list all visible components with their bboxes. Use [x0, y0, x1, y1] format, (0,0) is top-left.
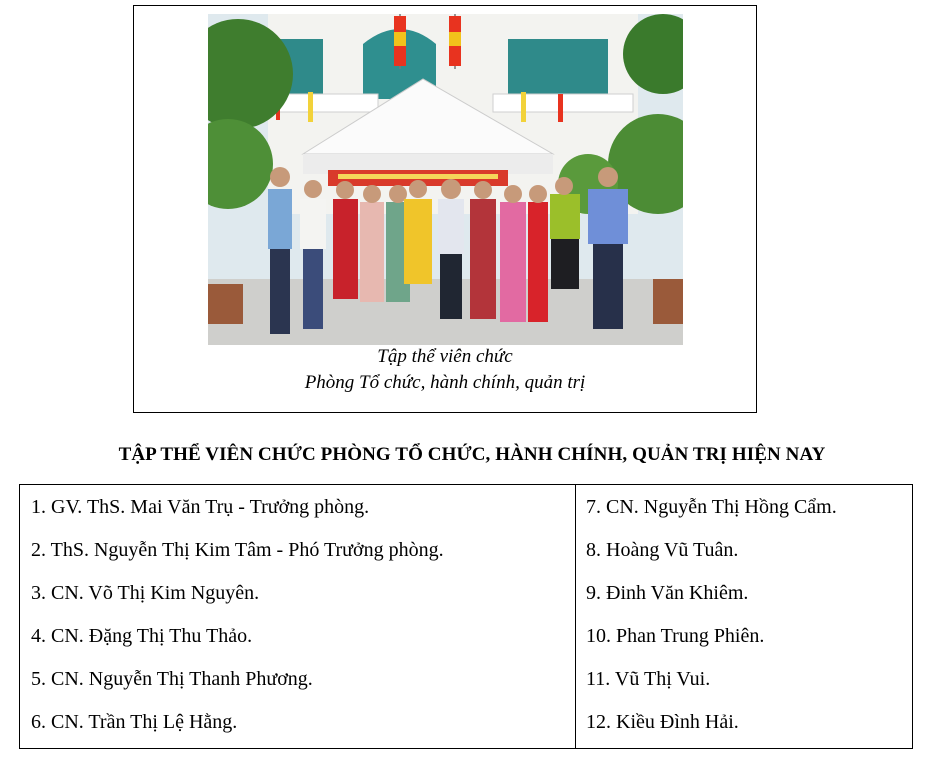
staff-entry: 10. Phan Trung Phiên.	[586, 625, 765, 647]
group-photo	[208, 14, 683, 345]
staff-entry: 7. CN. Nguyễn Thị Hồng Cẩm.	[586, 496, 837, 518]
staff-entry: 2. ThS. Nguyễn Thị Kim Tâm - Phó Trưởng phòng.	[31, 539, 444, 561]
staff-entry: 4. CN. Đặng Thị Thu Thảo.	[31, 625, 253, 647]
staff-entry: 1. GV. ThS. Mai Văn Trụ - Trưởng phòng.	[31, 496, 370, 518]
staff-entry: 8. Hoàng Vũ Tuân.	[586, 539, 739, 561]
section-title: TẬP THỂ VIÊN CHỨC PHÒNG TỔ CHỨC, HÀNH CHÍNH, QUẢN TRỊ HIỆN NAY	[118, 444, 826, 465]
staff-entry: 5. CN. Nguyễn Thị Thanh Phương.	[31, 668, 313, 690]
photo-caption-line2: Phòng Tổ chức, hành chính, quản trị	[304, 372, 586, 393]
photo-caption-line1: Tập thể viên chức	[377, 346, 513, 367]
staff-entry: 12. Kiều Đình Hải.	[586, 711, 739, 733]
staff-entry: 6. CN. Trần Thị Lệ Hằng.	[31, 711, 238, 733]
staff-table	[19, 484, 913, 749]
photo-frame	[133, 5, 757, 413]
staff-entry: 11. Vũ Thị Vui.	[586, 668, 711, 690]
staff-column-right	[576, 485, 912, 748]
staff-column-left	[20, 485, 576, 748]
staff-entry: 3. CN. Võ Thị Kim Nguyên.	[31, 582, 260, 604]
staff-entry: 9. Đinh Văn Khiêm.	[586, 582, 749, 604]
